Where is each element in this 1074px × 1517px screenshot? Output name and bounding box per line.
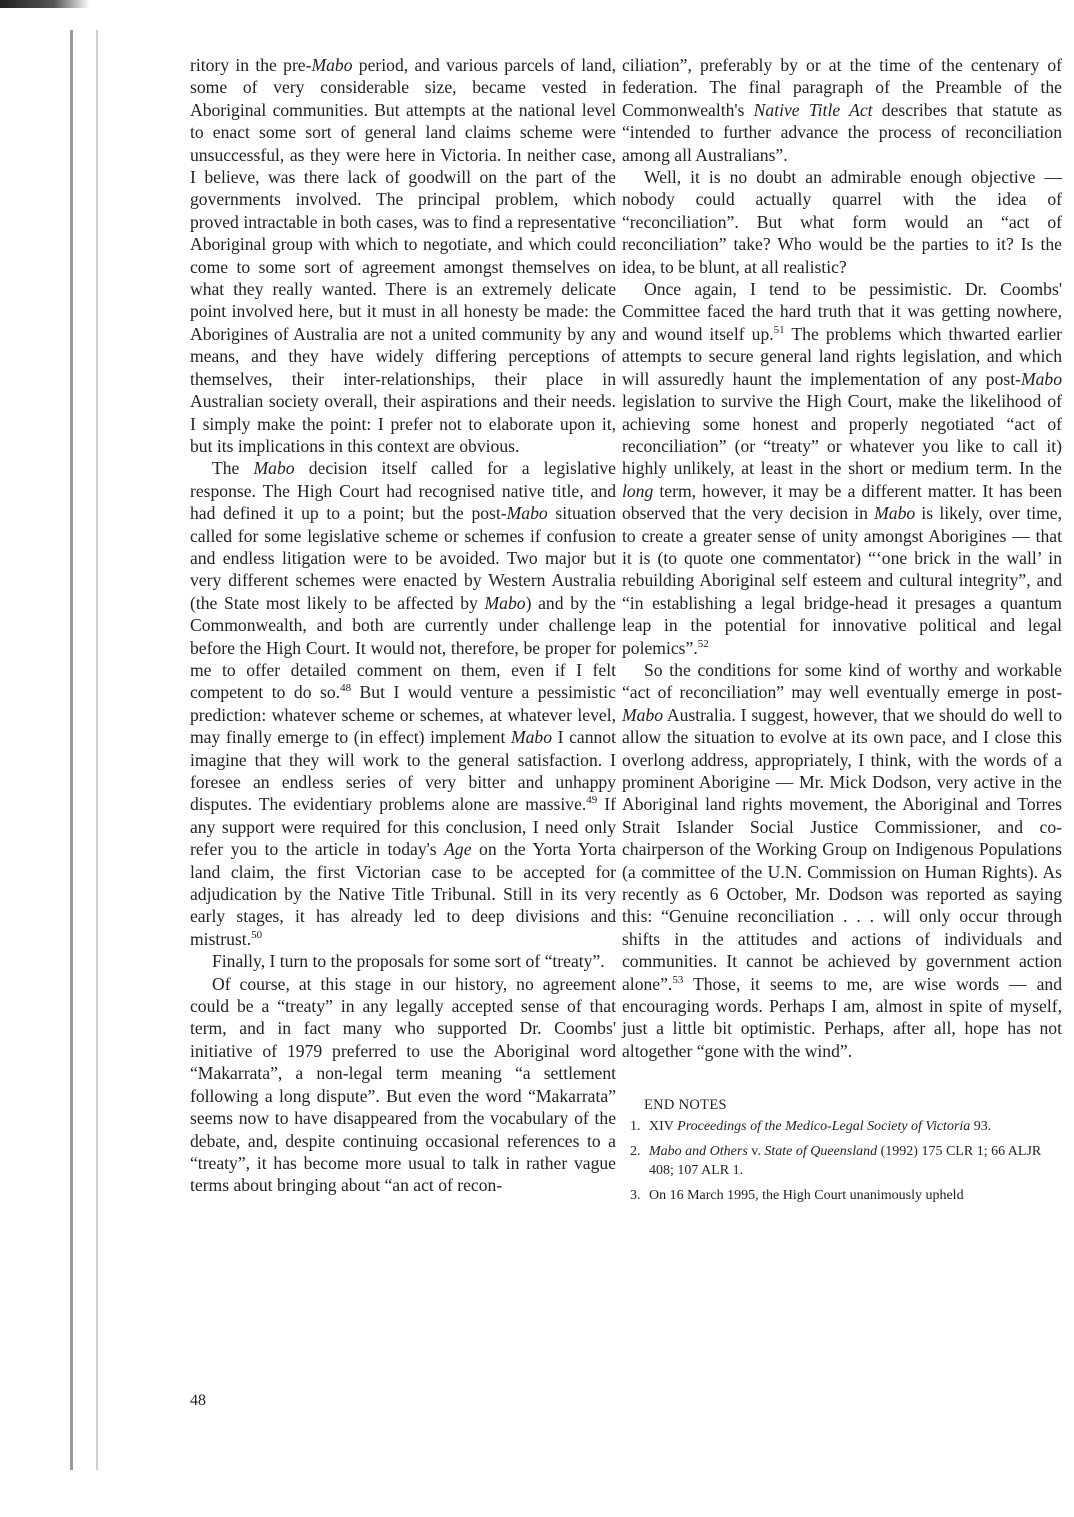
binding-shadow-inner (96, 30, 98, 1470)
endnote-item (622, 1186, 1062, 1205)
italic-text: Mabo (484, 592, 526, 613)
paragraph (622, 278, 1062, 659)
text-run: 93. (970, 1118, 992, 1134)
page-number: 48 (190, 1392, 206, 1409)
text-run: (1992) 175 CLR 1; 66 ALJR 408; 107 ALR 1. (649, 1143, 1042, 1178)
endnote-number: 2. (630, 1143, 641, 1159)
text-run: If any support were required for this conclusion, I need only refer you to the article in today's (190, 794, 617, 860)
paragraph (190, 950, 616, 972)
text-run: ) and by the Commonwealth, and both are currently under challenge before the High Court. It would not, therefore, be proper for me to offer detailed comment on them, even if I felt competent to do so. (190, 592, 616, 703)
italic-text: Native Title Act (753, 99, 873, 120)
text-run: Well, it is no doubt an admirable enough objective — nobody could actually quarrel with the idea of “reconciliation”. But what form would an “act of reconciliation” take? Who would be the parties to it? Is the idea, to be blunt, at all realistic? (622, 167, 1062, 277)
right-column-body (622, 54, 1062, 1062)
text-run: legislation to survive the High Court, make the likelihood of achieving some honest and properly negotiated “act of reconciliation” (or “treaty” or whatever you like to call it) highly unlikely, at least in the short or medium term. In the (622, 391, 1062, 479)
text-run: is likely, over time, to create a greater sense of unity amongst Aborigines — that it is (to quote one commentator) “‘one brick in the wall’ in rebuilding Aboriginal self esteem and cultural integrity”, and “in establishing a legal bridge-head it presages a quantum leap in the potential for innovative political and legal polemics”. (622, 503, 1062, 658)
italic-text: Proceedings of the Medico-Legal Society of Victoria (677, 1118, 971, 1134)
endnote-item (622, 1117, 1062, 1136)
footnote-ref: 53 (672, 973, 684, 986)
endnotes-title: END NOTES (644, 1097, 727, 1114)
italic-text: Mabo (253, 458, 295, 479)
text-run: Of course, at this stage in our history, no agreement could be a “treaty” in any legally accepted sense of that term, and in fact many who supported Dr. Coombs' initiative of 1979 preferred to use the Aboriginal word “Makarrata”, a non-legal term meaning “a settlement following a long dispute”. But even the word “Makarrata” seems now to have disappeared from the vocabulary of the debate, and, despite continuing occasional references to a “treaty”, it has become more usual to talk in rather vague terms about bringing about “an act of recon- (190, 973, 616, 1196)
text-run: term, however, it may be a different matter. It has been observed that the very decision in (622, 480, 1062, 524)
italic-text: State of Queensland (764, 1143, 878, 1159)
footnote-ref: 49 (586, 794, 598, 807)
paragraph (190, 973, 616, 1197)
right-column (622, 54, 1062, 1211)
text-run: The (212, 458, 254, 479)
text-run: Once again, I tend to be pessimistic. Dr. Coombs' Committee faced the hard truth that it was getting nowhere, and wound itself up. (622, 279, 1062, 344)
italic-text: Mabo (1020, 368, 1062, 389)
text-run: ritory in the pre- (190, 55, 312, 75)
text-run: decision itself called for a legislative response. The High Court had recognised native title, and had defined it up to a point; but the post- (190, 458, 616, 524)
italic-text: Mabo (874, 503, 916, 524)
left-column (190, 54, 616, 1197)
text-run: on the Yorta Yorta land claim, the first Victorian case to be accepted for adjudication by the Native Title Tribunal. Still in its very early stages, it has already led to deep divisions and mistrust. (190, 839, 616, 949)
scan-edge-mark (0, 0, 90, 8)
continued-paragraph (622, 54, 1062, 166)
endnotes-list (622, 1117, 1062, 1205)
footnote-ref: 48 (340, 682, 352, 695)
endnote-number: 3. (630, 1187, 641, 1203)
text-run: v. (747, 1143, 765, 1159)
endnote-item (622, 1142, 1062, 1180)
text-run: period, and various parcels of land, some of very considerable size, became vested in Aboriginal communities. But attempts at the national level to enact some sort of general land claims scheme were unsuccessful, as they were here in Victoria. In neither case, I believe, was there lack of goodwill on the part of the governments involved. The principal problem, which proved intractable in both cases, was to find a representative Aboriginal group with which to negotiate, and which could come to some sort of agreement amongst themselves on what they really wanted. There is an extremely delicate point involved here, but it must in all honesty be made: the Aborigines of Australia are not a united community by any means, and they have widely differing perceptions of themselves, their inter-relationships, their place in Australian society overall, their aspirations and their needs. I simply make the point: I prefer not to elaborate upon it, but its implications in this context are obvious. (190, 55, 616, 456)
text-run: On 16 March 1995, the High Court unanimously upheld (649, 1187, 964, 1203)
footnote-ref: 51 (773, 324, 785, 337)
text-run: I cannot imagine that they will work to the general satisfaction. I foresee an endless series of very bitter and unhappy disputes. The evidentiary problems alone are massive. (190, 727, 616, 815)
continued-paragraph (190, 54, 616, 457)
italic-text: Mabo (311, 55, 353, 75)
text-run: XIV (649, 1118, 678, 1134)
italic-text: Mabo (510, 727, 553, 748)
text-run: describes that statute as “intended to further advance the process of reconciliation among all Australians”. (622, 99, 1062, 165)
text-run: But I would venture a pessimistic prediction: whatever scheme or schemes, at whatever level, may finally emerge to (in effect) implement (190, 682, 616, 748)
text-run: situation called for some legislative scheme or schemes if confusion and endless litigation were to be avoided. Two major but very different schemes were enacted by Western Australia (the State most likely to be affected by (190, 503, 616, 613)
italic-text: long (622, 480, 654, 501)
footnote-ref: 52 (697, 637, 709, 650)
text-run: So the conditions for some kind of worthy and workable “act of reconciliation” may well eventually emerge in post- (622, 659, 1062, 703)
binding-shadow (70, 30, 73, 1470)
text-run: The problems which thwarted earlier attempts to secure general land rights legislation, and which will assuredly haunt the implementation of any post- (622, 323, 1062, 389)
paragraph (622, 166, 1062, 278)
text-run: Australia. I suggest, however, that we should do well to allow the situation to evolve at its own pace, and I close this overlong address, appropriately, I think, with the words of a prominent Aborigine — Mr. Mick Dodson, very active in the Aboriginal land rights movement, the Aboriginal and Torres Strait Islander Social Justice Commissioner, and co-chairperson of the Working Group on Indigenous Populations (a committee of the U.N. Commission on Human Rights). As recently as 6 October, Mr. Dodson was reported as saying this: “Genuine reconciliation . . . will only occur through shifts in the attitudes and actions of individuals and communities. It cannot be achieved by government action alone”. (622, 704, 1062, 994)
italic-text: Mabo and Others (649, 1143, 748, 1159)
text-run: Finally, I turn to the proposals for some sort of “treaty”. (212, 951, 605, 972)
text-run: Those, it seems to me, are wise words — and encouraging words. Perhaps I am, almost in spite of myself, just a little bit optimistic. Perhaps, after all, hope has not altogether “gone with the wind”. (622, 973, 1062, 1061)
endnotes (622, 1094, 1062, 1204)
italic-text: Mabo (506, 503, 548, 524)
italic-text: Mabo (622, 704, 664, 725)
endnote-number: 1. (630, 1118, 641, 1134)
paragraph (190, 457, 616, 950)
italic-text: Age (444, 839, 472, 860)
footnote-ref: 50 (251, 928, 263, 941)
text-run: ciliation”, preferably by or at the time of the centenary of federation. The final paragraph of the Preamble of the Commonwealth's (622, 55, 1062, 120)
paragraph (622, 659, 1062, 1062)
